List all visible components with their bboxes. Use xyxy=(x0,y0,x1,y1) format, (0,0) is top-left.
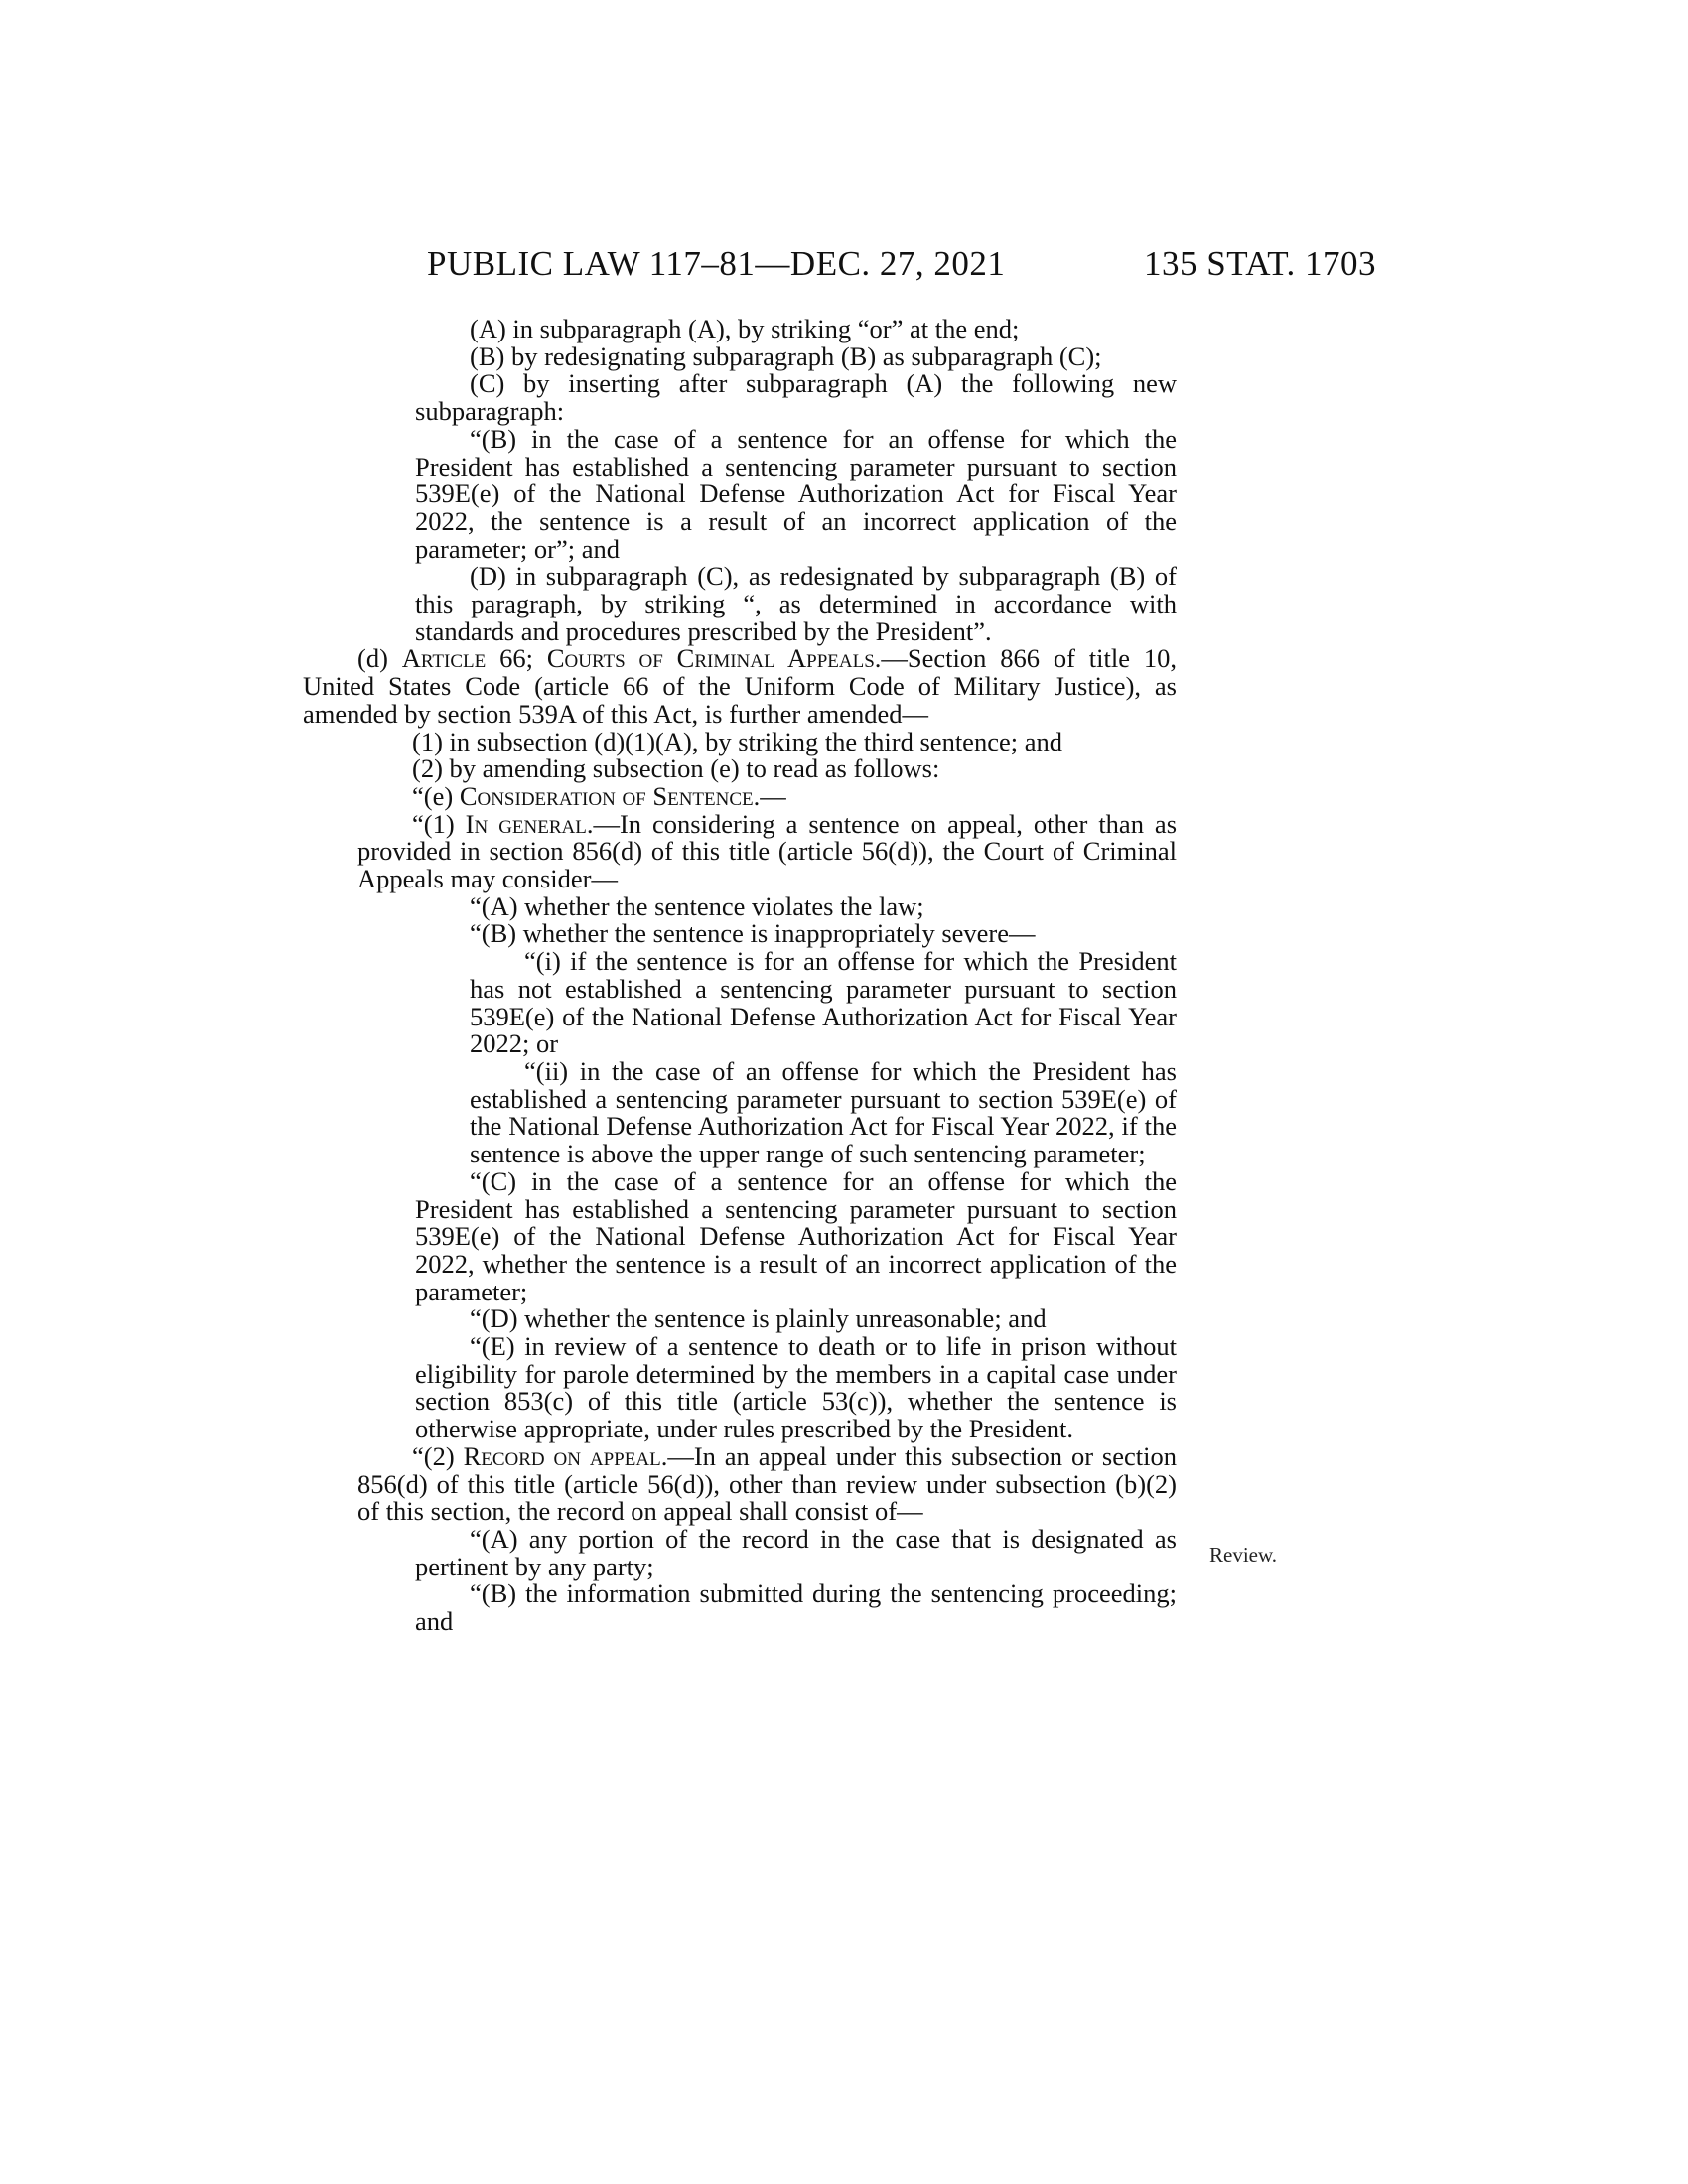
clause-e1-b-ii: “(ii) in the case of an offense for which the President has established a sentencing parameter pursuant to section 539E(e) of the National Defense Authorization Act for Fiscal Year 2022, if the sentence is above the upper range of such sentencing parameter; xyxy=(470,1055,1177,1169)
paragraph-e2-text: .—In an appeal under this subsection or section 856(d) of this title (article 56(d)), other than review under subsection (b)(2) of this section, the record on appeal shall consist of— xyxy=(357,1440,1177,1527)
subsection-d-text: .—Section 866 of title 10, United States Code (article 66 of the Uniform Code of Military Justice), as amended by section 539A of this Act, is further amended— xyxy=(303,643,1177,729)
paragraph-e2 xyxy=(303,1440,1177,1527)
subsection-d-label: (d) xyxy=(357,643,402,674)
subsection-e-heading: Consideration of Sentence xyxy=(459,780,754,811)
paragraph-d: (D) in subparagraph (C), as redesignated by subparagraph (B) of this paragraph, by striking “, as determined in accordance with standards and procedures prescribed by the President”. xyxy=(415,561,1177,646)
paragraph-e1-text: .—In considering a sentence on appeal, other than as provided in section 856(d) of this title (article 56(d)), the Court of Criminal Appeals may consider— xyxy=(357,808,1178,894)
amendment-2: (2) by amending subsection (e) to read as follows: xyxy=(412,753,940,784)
page-number: 135 STAT. 1703 xyxy=(1144,244,1376,283)
paragraph-e2-label: “(2) xyxy=(412,1440,464,1471)
paragraph-c: (C) by inserting after subparagraph (A) the following new subparagraph: xyxy=(415,368,1177,427)
inserted-subparagraph-b: “(B) in the case of a sentence for an offense for which the President has established a sentencing parameter pursuant to section 539E(e) of the National Defense Authorization Act for Fiscal Year 2022, the sentence is a result of an incorrect application of the parameter; or”; and xyxy=(415,423,1177,564)
paragraph-e2-heading: Record on appeal xyxy=(463,1440,661,1471)
clause-e2-b: “(B) the information submitted during the sentencing proceeding; and xyxy=(415,1578,1177,1637)
paragraph-b: (B) by redesignating subparagraph (B) as subparagraph (C); xyxy=(470,341,1102,371)
clause-e1-e: “(E) in review of a sentence to death or to life in prison without eligibility for parole determined by the members in a capital case under section 853(c) of this title (article 53(c)), whether the sentence is otherwise appropriate, under rules prescribed by the President. xyxy=(415,1331,1177,1444)
clause-e2-a: “(A) any portion of the record in the case that is designated as pertinent by any party; xyxy=(415,1523,1177,1581)
paragraph-e1 xyxy=(303,808,1178,894)
subsection-e-label: “(e) xyxy=(412,780,460,811)
document-body xyxy=(303,316,1177,1636)
clause-e1-b: “(B) whether the sentence is inappropriately severe— xyxy=(470,918,1036,949)
margin-note-review: Review. xyxy=(1209,1543,1278,1567)
running-header-title: PUBLIC LAW 117–81—DEC. 27, 2021 xyxy=(427,244,1006,283)
amendment-1: (1) in subsection (d)(1)(A), by striking the third sentence; and xyxy=(412,726,1062,756)
paragraph-e1-label: “(1) xyxy=(412,808,466,839)
clause-e1-b-i: “(i) if the sentence is for an offense for which the President has not established a sentencing parameter pursuant to section 539E(e) of the National Defense Authorization Act for Fiscal Year 2022; or xyxy=(470,946,1177,1059)
clause-e1-c: “(C) in the case of a sentence for an offense for which the President has established a sentencing parameter pursuant to section 539E(e) of the National Defense Authorization Act for Fiscal Year 2022, whether the sentence is a result of an incorrect application of the parameter; xyxy=(415,1165,1177,1306)
clause-e1-a: “(A) whether the sentence violates the law; xyxy=(470,890,924,921)
paragraph-e1-heading: In general xyxy=(465,808,587,839)
clause-e1-d: “(D) whether the sentence is plainly unreasonable; and xyxy=(470,1303,1047,1334)
subsection-d xyxy=(303,645,1177,728)
subsection-d-heading: Article 66; Courts of Criminal Appeals xyxy=(401,643,875,674)
subsection-e-heading-line xyxy=(303,780,1177,811)
paragraph-a: (A) in subparagraph (A), by striking “or” at the end; xyxy=(470,314,1020,343)
subsection-e-dash: .— xyxy=(753,780,786,811)
